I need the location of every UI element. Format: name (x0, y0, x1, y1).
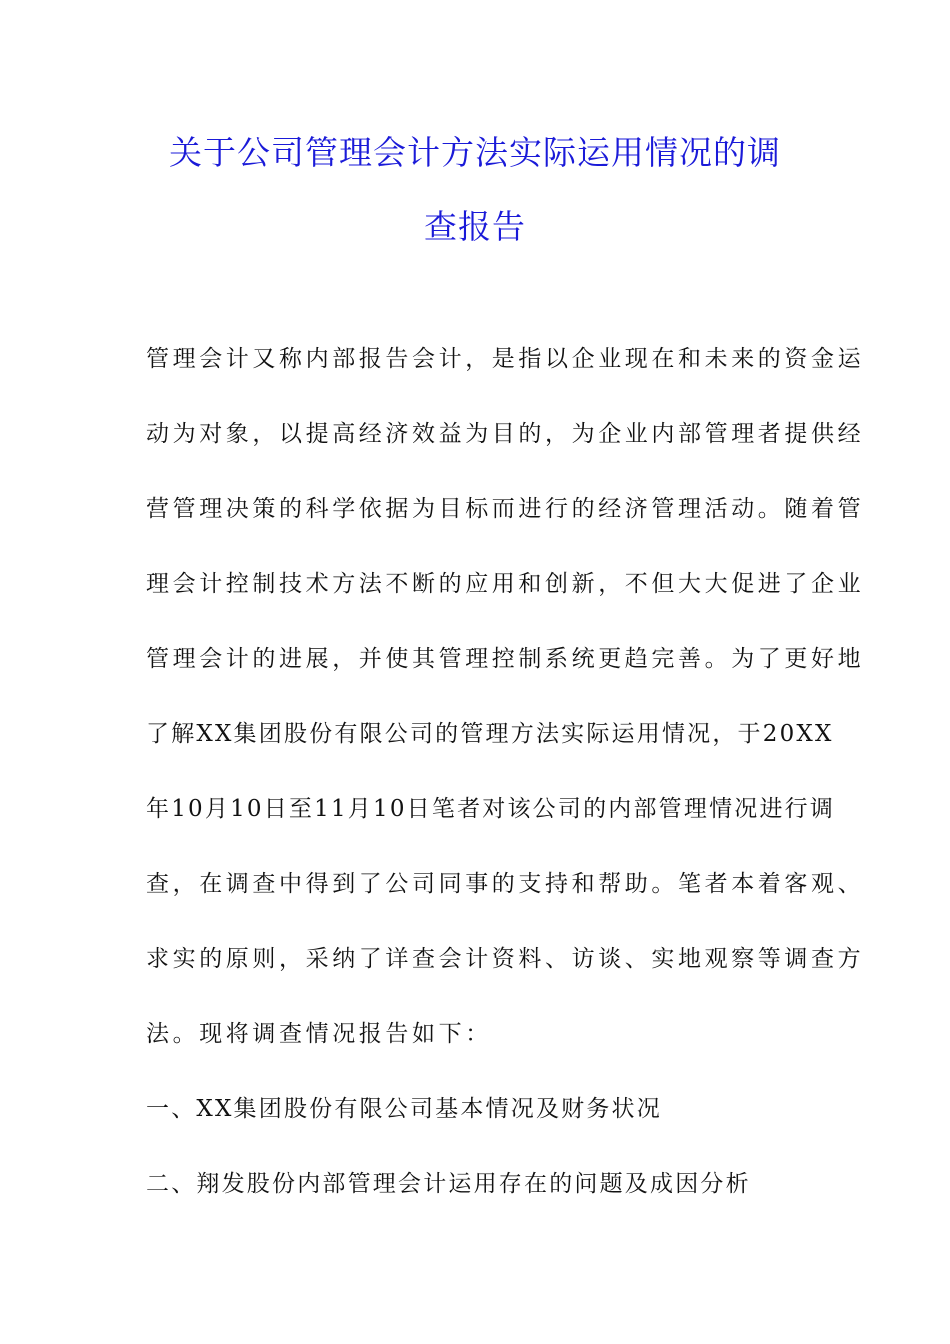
document-title-line-1: 关于公司管理会计方法实际运用情况的调 (169, 133, 781, 172)
section-heading-2: 二、翔发股份内部管理会计运用存在的问题及成因分析 (146, 1171, 751, 1197)
paragraph-line-3: 营管理决策的科学依据为目标而进行的经济管理活动。随着管 (146, 496, 865, 522)
paragraph-line-5: 管理会计的进展，并使其管理控制系统更趋完善。为了更好地 (146, 646, 865, 672)
paragraph-line-2: 动为对象，以提高经济效益为目的，为企业内部管理者提供经 (146, 421, 865, 447)
paragraph-line-8: 查，在调查中得到了公司同事的支持和帮助。笔者本着客观、 (146, 871, 865, 897)
section-heading-1: 一、XX集团股份有限公司基本情况及财务状况 (146, 1096, 662, 1122)
paragraph-line-7: 年10月10日至11月10日笔者对该公司的内部管理情况进行调 (146, 796, 836, 822)
paragraph-line-1: 管理会计又称内部报告会计，是指以企业现在和未来的资金运 (146, 346, 865, 372)
paragraph-line-4: 理会计控制技术方法不断的应用和创新，不但大大促进了企业 (146, 571, 865, 597)
paragraph-line-9: 求实的原则，采纳了详查会计资料、访谈、实地观察等调查方 (146, 946, 865, 972)
paragraph-line-6: 了解XX集团股份有限公司的管理方法实际运用情况，于20XX (146, 721, 834, 747)
paragraph-line-10: 法。现将调查情况报告如下： (146, 1021, 492, 1047)
document-title-line-2: 查报告 (424, 207, 526, 246)
